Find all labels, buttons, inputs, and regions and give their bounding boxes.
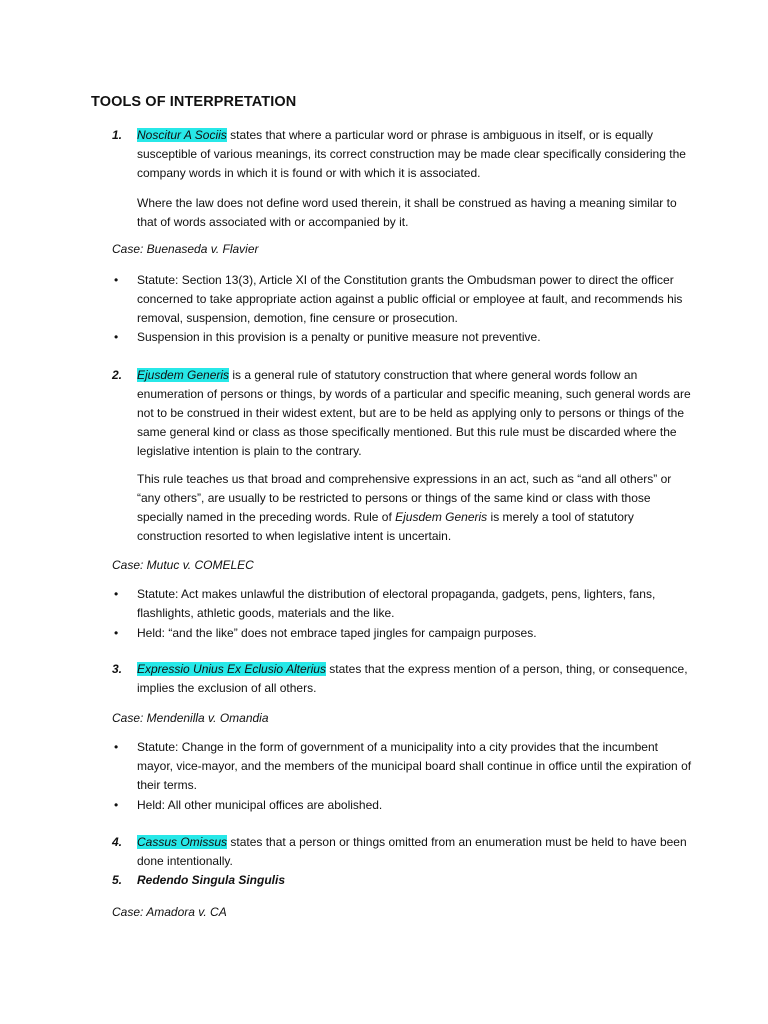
item-heading: Redendo Singula Singulis [137, 873, 286, 887]
item-paragraph: Where the law does not define word used therein, it shall be construed as having a meaning similar to that of words associated with or accompanied by it. [137, 196, 677, 229]
case-title: Case: Buenaseda v. Flavier [112, 242, 259, 256]
case-title: Case: Amadora v. CA [112, 905, 227, 919]
item-number: 3. [112, 662, 123, 676]
bullet-marker: • [114, 798, 119, 812]
bullet-text: Held: All other municipal offices are abolished. [137, 798, 383, 812]
bullet-text: Held: “and the like” does not embrace taped jingles for campaign purposes. [137, 626, 537, 640]
paragraph-text: states that a person or things omitted from an enumeration must be held to have been done intentionally. [137, 835, 687, 868]
bullet-marker: • [114, 330, 119, 344]
bullet-marker: • [114, 587, 119, 601]
item-number: 5. [112, 873, 123, 887]
page-title: TOOLS OF INTERPRETATION [91, 94, 297, 110]
paragraph-text: is a general rule of statutory construction that where general words follow an enumeration of persons or things, by words of a particular and specific meaning, such general words are not to be construed in their widest extent, but are to be held as applying only to persons or things of the same general kind or class as those specifically mentioned. But this rule must be discarded where the legislative intention is plain to the contrary. [137, 368, 691, 458]
item-paragraph [137, 833, 697, 871]
bullet-marker: • [114, 740, 119, 754]
item-number: 4. [112, 835, 123, 849]
bullet-text: Suspension in this provision is a penalty or punitive measure not preventive. [137, 330, 541, 344]
paragraph-text: states that where a particular word or phrase is ambiguous in itself, or is equally susceptible of various meanings, its correct construction may be made clear specifically considering the company words in which it is found or with which it is associated. [137, 128, 686, 180]
item-paragraph [137, 126, 697, 183]
bullet-text: Statute: Change in the form of government of a municipality into a city provides that the incumbent mayor, vice-mayor, and the members of the municipal board shall continue in office until the expiration of their terms. [137, 740, 692, 792]
bullet-text: Statute: Act makes unlawful the distribution of electoral propaganda, gadgets, pens, lighters, fans, flashlights, athletic goods, materials and the like. [137, 587, 656, 620]
paragraph-text: is merely a tool of statutory construction resorted to when legislative intent is uncertain. [137, 510, 634, 543]
bullet-marker: • [114, 626, 119, 640]
case-title: Case: Mutuc v. COMELEC [112, 558, 254, 572]
item-number: 2. [112, 368, 123, 382]
highlighted-term: Ejusdem Generis [137, 368, 230, 382]
item-paragraph [137, 366, 697, 461]
paragraph-text: This rule teaches us that broad and comprehensive expressions in an act, such as “and all others” or “any others”, are usually to be restricted to persons or things of the same kind or class with those specially named in the preceding words. Rule of [137, 472, 672, 524]
case-title: Case: Mendenilla v. Omandia [112, 711, 269, 725]
italic-term: Ejusdem Generis [395, 510, 488, 524]
highlighted-term: Cassus Omissus [137, 835, 228, 849]
bullet-text: Statute: Section 13(3), Article XI of the Constitution grants the Ombudsman power to direct the officer concerned to take appropriate action against a public official or employee at fault, and recommends his removal, suspension, demotion, fine censure or prosecution. [137, 273, 683, 325]
paragraph-text: states that the express mention of a person, thing, or consequence, implies the exclusion of all others. [137, 662, 688, 695]
bullet-marker: • [114, 273, 119, 287]
item-paragraph [137, 470, 697, 546]
highlighted-term: Noscitur A Sociis [137, 128, 227, 142]
item-number: 1. [112, 128, 123, 142]
highlighted-term: Expressio Unius Ex Eclusio Alterius [137, 662, 326, 676]
item-paragraph [137, 660, 697, 698]
